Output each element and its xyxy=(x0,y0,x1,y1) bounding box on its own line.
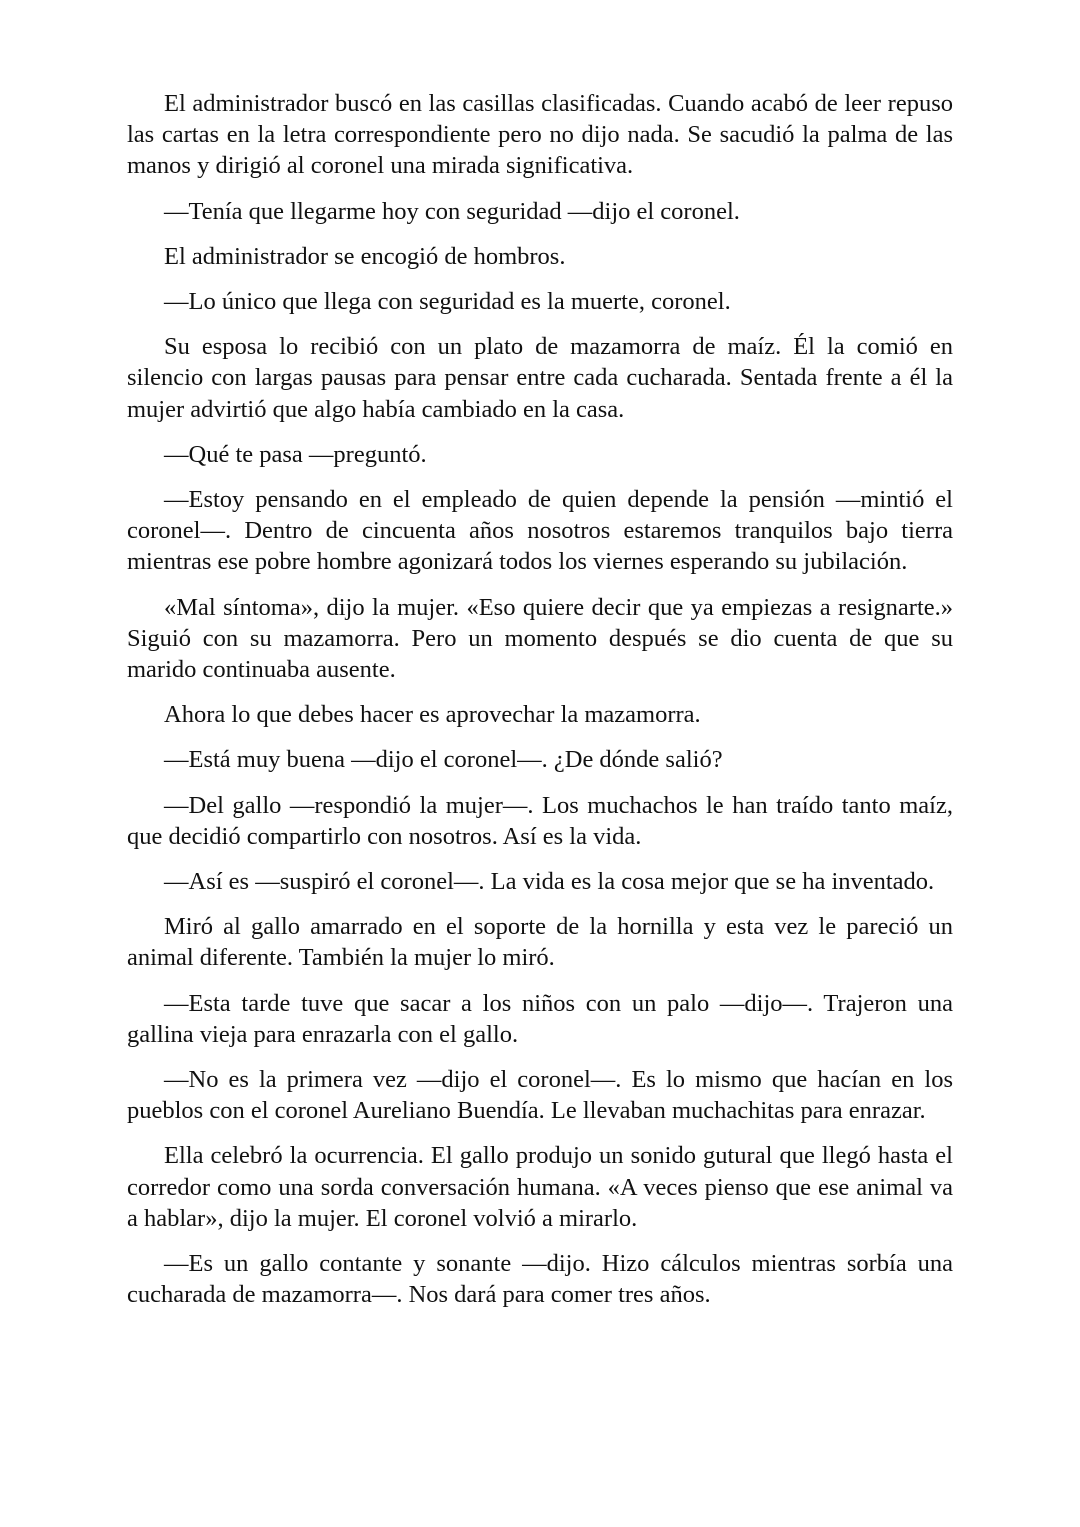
paragraph: —Lo único que llega con seguridad es la muerte, coronel. xyxy=(164,288,731,316)
document-page xyxy=(127,88,953,1325)
paragraph: El administrador buscó en las casillas clasificadas. Cuando acabó de leer repuso las cartas en la letra correspondiente pero no dijo nada. Se sacudió la palma de las manos y dirigió al coronel una mirada significativa. xyxy=(127,90,953,180)
paragraph: Ahora lo que debes hacer es aprovechar la mazamorra. xyxy=(164,701,701,729)
paragraph: —No es la primera vez —dijo el coronel—. Es lo mismo que hacían en los pueblos con el coronel Aureliano Buendía. Le llevaban muchachitas para enrazar. xyxy=(127,1066,953,1125)
paragraph: Su esposa lo recibió con un plato de mazamorra de maíz. Él la comió en silencio con largas pausas para pensar entre cada cucharada. Sentada frente a él la mujer advirtió que algo había cambiado en la casa. xyxy=(127,333,953,423)
paragraph: —Así es —suspiró el coronel—. La vida es la cosa mejor que se ha inventado. xyxy=(164,868,935,896)
paragraph: —Está muy buena —dijo el coronel—. ¿De dónde salió? xyxy=(164,746,723,774)
paragraph: —Del gallo —respondió la mujer—. Los muchachos le han traído tanto maíz, que decidió compartirlo con nosotros. Así es la vida. xyxy=(127,791,953,850)
paragraph: —Estoy pensando en el empleado de quien depende la pensión —mintió el coronel—. Dentro de cincuenta años nosotros estaremos tranquilos bajo tierra mientras ese pobre hombre agonizará todos los viernes esperando su jubilación. xyxy=(127,486,953,576)
paragraph: —Tenía que llegarme hoy con seguridad —dijo el coronel. xyxy=(164,197,740,225)
paragraph: —Qué te pasa —preguntó. xyxy=(164,440,427,468)
paragraph: Miró al gallo amarrado en el soporte de la hornilla y esta vez le pareció un animal diferente. También la mujer lo miró. xyxy=(127,913,953,972)
paragraph: Ella celebró la ocurrencia. El gallo produjo un sonido gutural que llegó hasta el corredor como una sorda conversación humana. «A veces pienso que ese animal va a hablar», dijo la mujer. El coronel volvió a mirarlo. xyxy=(127,1142,953,1232)
paragraph: «Mal síntoma», dijo la mujer. «Eso quiere decir que ya empiezas a resignarte.» Siguió con su mazamorra. Pero un momento después se dio cuenta de que su marido continuaba ausente. xyxy=(127,593,953,684)
paragraph: —Es un gallo contante y sonante —dijo. Hizo cálculos mientras sorbía una cucharada de mazamorra—. Nos dará para comer tres años. xyxy=(127,1250,953,1309)
paragraph: El administrador se encogió de hombros. xyxy=(164,242,566,270)
paragraph: —Esta tarde tuve que sacar a los niños con un palo —dijo—. Trajeron una gallina vieja para enrazarla con el gallo. xyxy=(127,989,953,1048)
